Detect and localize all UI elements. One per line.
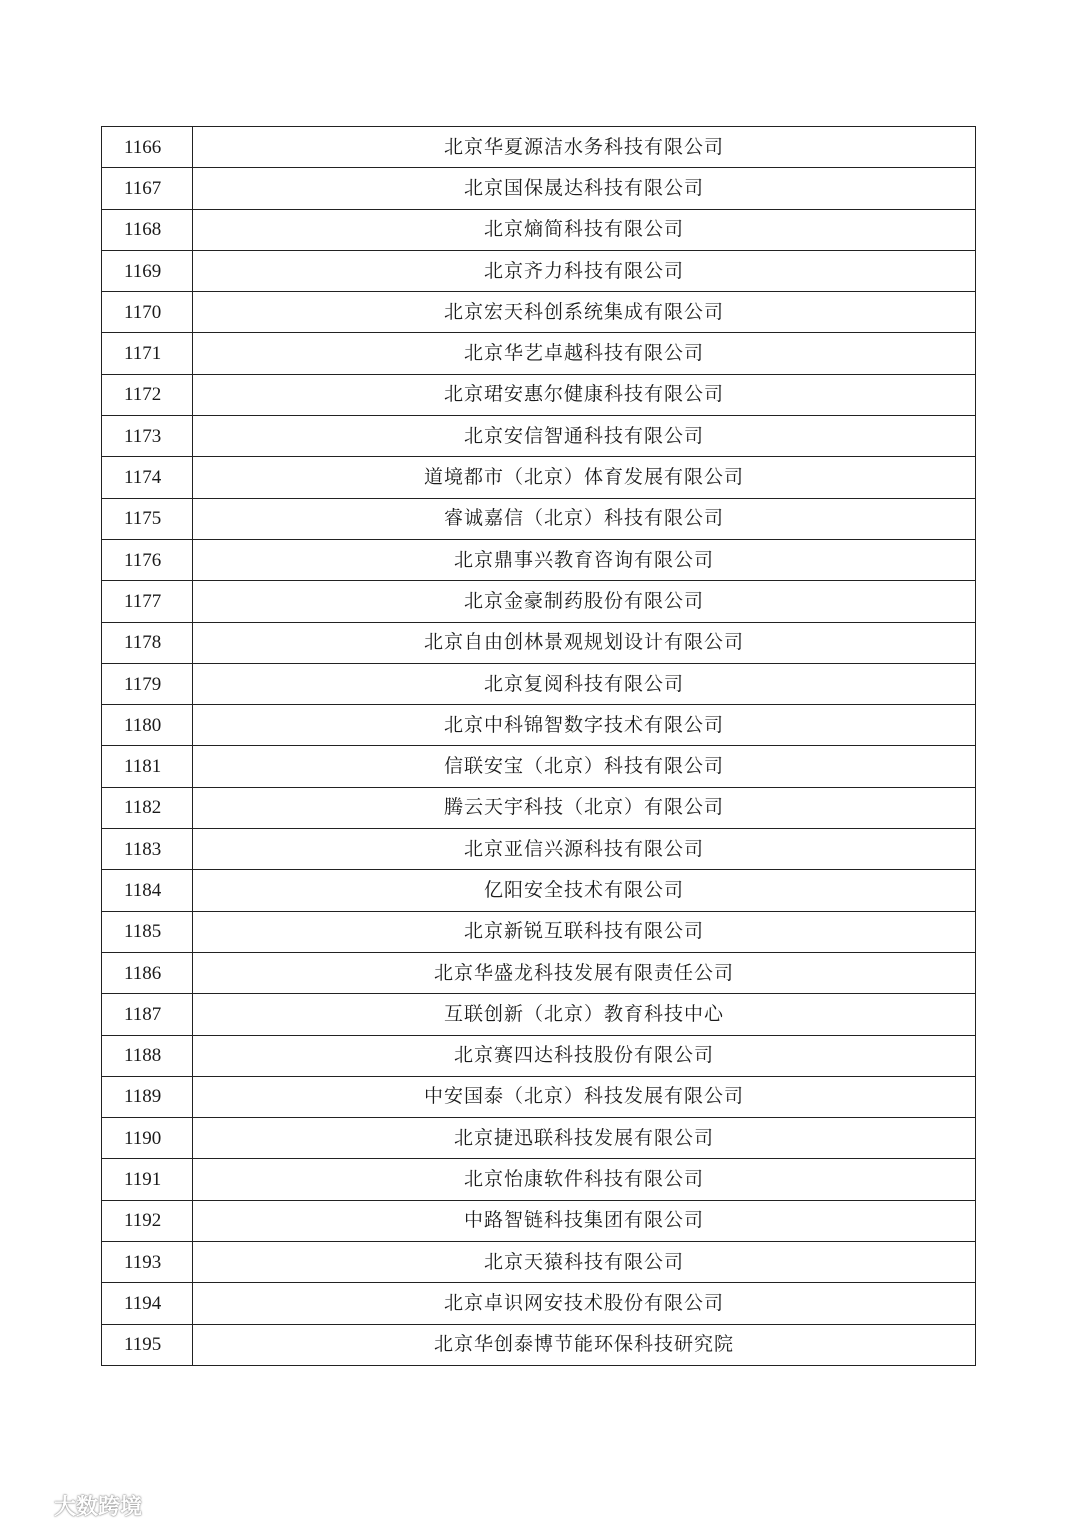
company-name: 北京华夏源洁水务科技有限公司 — [193, 127, 976, 168]
table-row — [102, 911, 976, 952]
table-row — [102, 870, 976, 911]
company-name: 北京中科锦智数字技术有限公司 — [193, 705, 976, 746]
company-name: 互联创新（北京）教育科技中心 — [193, 994, 976, 1035]
company-name: 北京天猿科技有限公司 — [193, 1242, 976, 1283]
table-row — [102, 1200, 976, 1241]
table-row — [102, 292, 976, 333]
table-row — [102, 1283, 976, 1324]
table-row — [102, 457, 976, 498]
row-number: 1167 — [102, 168, 193, 209]
row-number: 1189 — [102, 1076, 193, 1117]
table-row — [102, 333, 976, 374]
company-name: 北京怡康软件科技有限公司 — [193, 1159, 976, 1200]
company-name: 北京珺安惠尔健康科技有限公司 — [193, 374, 976, 415]
row-number: 1184 — [102, 870, 193, 911]
table-row — [102, 622, 976, 663]
row-number: 1172 — [102, 374, 193, 415]
company-name: 北京宏天科创系统集成有限公司 — [193, 292, 976, 333]
row-number: 1180 — [102, 705, 193, 746]
row-number: 1183 — [102, 829, 193, 870]
company-name: 北京金豪制药股份有限公司 — [193, 581, 976, 622]
table-row — [102, 250, 976, 291]
table-row — [102, 416, 976, 457]
table-row — [102, 539, 976, 580]
table-body — [102, 127, 976, 1366]
company-name: 北京捷迅联科技发展有限公司 — [193, 1118, 976, 1159]
row-number: 1179 — [102, 663, 193, 704]
company-name: 北京赛四达科技股份有限公司 — [193, 1035, 976, 1076]
row-number: 1168 — [102, 209, 193, 250]
table-row — [102, 952, 976, 993]
table-row — [102, 829, 976, 870]
company-name: 腾云天宇科技（北京）有限公司 — [193, 787, 976, 828]
table-row — [102, 1242, 976, 1283]
row-number: 1192 — [102, 1200, 193, 1241]
watermark — [8, 1490, 142, 1521]
row-number: 1166 — [102, 127, 193, 168]
table-row — [102, 1324, 976, 1365]
company-name: 北京安信智通科技有限公司 — [193, 416, 976, 457]
row-number: 1171 — [102, 333, 193, 374]
row-number: 1191 — [102, 1159, 193, 1200]
table-row — [102, 705, 976, 746]
company-name: 北京华创泰博节能环保科技研究院 — [193, 1324, 976, 1365]
row-number: 1177 — [102, 581, 193, 622]
company-name: 北京自由创林景观规划设计有限公司 — [193, 622, 976, 663]
table-row — [102, 374, 976, 415]
row-number: 1187 — [102, 994, 193, 1035]
table-row — [102, 663, 976, 704]
company-name: 北京亚信兴源科技有限公司 — [193, 829, 976, 870]
company-list-table — [101, 126, 976, 1366]
company-name: 北京国保晟达科技有限公司 — [193, 168, 976, 209]
row-number: 1176 — [102, 539, 193, 580]
row-number: 1169 — [102, 250, 193, 291]
table-row — [102, 581, 976, 622]
table-row — [102, 1076, 976, 1117]
company-name: 北京熵简科技有限公司 — [193, 209, 976, 250]
table-row — [102, 1035, 976, 1076]
table-row — [102, 168, 976, 209]
company-name: 睿诚嘉信（北京）科技有限公司 — [193, 498, 976, 539]
row-number: 1194 — [102, 1283, 193, 1324]
table-row — [102, 746, 976, 787]
row-number: 1174 — [102, 457, 193, 498]
table-row — [102, 787, 976, 828]
watermark-text: 大数跨境 — [54, 1495, 143, 1520]
row-number: 1175 — [102, 498, 193, 539]
company-name: 中路智链科技集团有限公司 — [193, 1200, 976, 1241]
company-name: 北京华艺卓越科技有限公司 — [193, 333, 976, 374]
table-row — [102, 127, 976, 168]
company-name: 中安国泰（北京）科技发展有限公司 — [193, 1076, 976, 1117]
row-number: 1182 — [102, 787, 193, 828]
table-row — [102, 1118, 976, 1159]
company-name: 北京复阅科技有限公司 — [193, 663, 976, 704]
table-row — [102, 498, 976, 539]
row-number: 1190 — [102, 1118, 193, 1159]
table-row — [102, 994, 976, 1035]
row-number: 1170 — [102, 292, 193, 333]
row-number: 1185 — [102, 911, 193, 952]
row-number: 1173 — [102, 416, 193, 457]
company-name: 北京华盛龙科技发展有限责任公司 — [193, 952, 976, 993]
company-name: 北京鼎事兴教育咨询有限公司 — [193, 539, 976, 580]
company-name: 北京齐力科技有限公司 — [193, 250, 976, 291]
company-name: 北京新锐互联科技有限公司 — [193, 911, 976, 952]
company-name: 道境都市（北京）体育发展有限公司 — [193, 457, 976, 498]
watermark-logo-icon — [8, 1495, 48, 1517]
company-name: 亿阳安全技术有限公司 — [193, 870, 976, 911]
row-number: 1186 — [102, 952, 193, 993]
company-name: 信联安宝（北京）科技有限公司 — [193, 746, 976, 787]
row-number: 1181 — [102, 746, 193, 787]
table-row — [102, 1159, 976, 1200]
row-number: 1178 — [102, 622, 193, 663]
row-number: 1188 — [102, 1035, 193, 1076]
company-name: 北京卓识网安技术股份有限公司 — [193, 1283, 976, 1324]
table-row — [102, 209, 976, 250]
row-number: 1193 — [102, 1242, 193, 1283]
row-number: 1195 — [102, 1324, 193, 1365]
